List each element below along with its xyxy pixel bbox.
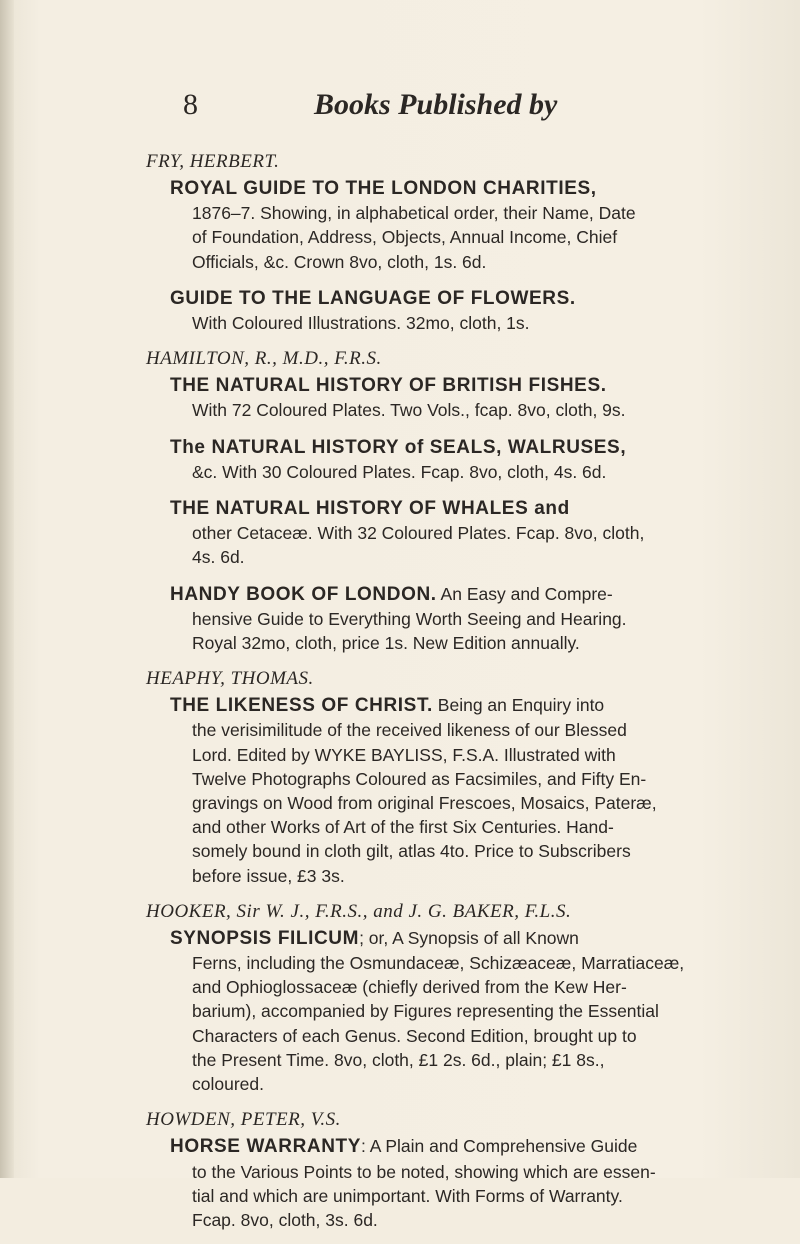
book-description-line: tial and which are unimportant. With Forms of Warranty. bbox=[192, 1185, 623, 1206]
book-title: THE LIKENESS OF CHRIST. bbox=[170, 695, 433, 717]
book-title: HORSE WARRANTY bbox=[170, 1136, 362, 1158]
book-description-line: hensive Guide to Everything Worth Seeing and Hearing. bbox=[192, 608, 627, 629]
author-name: HEAPHY, THOMAS. bbox=[146, 668, 314, 690]
book-title: GUIDE TO THE LANGUAGE OF FLOWERS. bbox=[170, 287, 576, 309]
book-title: THE NATURAL HISTORY OF WHALES and bbox=[170, 498, 570, 520]
book-entry bbox=[170, 435, 786, 484]
book-description-line: Characters of each Genus. Second Edition, brought up to bbox=[192, 1025, 637, 1046]
book-description-line: somely bound in cloth gilt, atlas 4to. Price to Subscribers bbox=[192, 841, 631, 862]
book-description-line: With 72 Coloured Plates. Two Vols., fcap. 8vo, cloth, 9s. bbox=[192, 400, 626, 421]
book-title: HANDY BOOK OF LONDON. bbox=[170, 583, 437, 605]
book-entry bbox=[170, 176, 786, 274]
book-description-line: 1876–7. Showing, in alphabetical order, their Name, Date bbox=[192, 203, 636, 224]
author-block bbox=[146, 1108, 786, 1232]
book-description-line: Twelve Photographs Coloured as Facsimiles, and Fifty En- bbox=[192, 768, 647, 789]
author-block bbox=[146, 900, 786, 1096]
book-description-line: With Coloured Illustrations. 32mo, cloth, 1s. bbox=[192, 313, 530, 334]
author-name: HOOKER, Sir W. J., F.R.S., and J. G. BAKER, F.L.S. bbox=[146, 900, 572, 922]
book-description-line: Officials, &c. Crown 8vo, cloth, 1s. 6d. bbox=[192, 251, 487, 272]
book-description-line: and Ophioglossaceæ (chiefly derived from the Kew Her- bbox=[192, 977, 627, 998]
book-entry bbox=[170, 693, 786, 888]
page-gutter bbox=[0, 0, 14, 1178]
book-description-line: coloured. bbox=[192, 1074, 264, 1095]
book-entry bbox=[170, 496, 786, 570]
book-entry bbox=[170, 582, 786, 656]
book-description-line: and other Works of Art of the first Six Centuries. Hand- bbox=[192, 817, 614, 838]
book-title: THE NATURAL HISTORY OF BRITISH FISHES. bbox=[170, 375, 607, 397]
book-description-line: the verisimilitude of the received likeness of our Blessed bbox=[192, 720, 627, 741]
book-description-start: ; or, A Synopsis of all Known bbox=[359, 927, 579, 948]
book-description-line: to the Various Points to be noted, showing which are essen- bbox=[192, 1161, 656, 1182]
book-description-line: before issue, £3 3s. bbox=[192, 865, 345, 886]
book-entry bbox=[170, 1134, 786, 1232]
book-entry bbox=[170, 926, 786, 1096]
book-entry bbox=[170, 286, 786, 335]
book-description-line: of Foundation, Address, Objects, Annual Income, Chief bbox=[192, 227, 618, 248]
book-description-start: An Easy and Compre- bbox=[436, 583, 613, 604]
book-description-line: gravings on Wood from original Frescoes, Mosaics, Pateræ, bbox=[192, 793, 657, 814]
book-title: The NATURAL HISTORY of SEALS, WALRUSES, bbox=[170, 436, 627, 458]
book-description-line: &c. With 30 Coloured Plates. Fcap. 8vo, cloth, 4s. 6d. bbox=[192, 461, 607, 482]
book-description-line: Ferns, including the Osmundaceæ, Schizæaceæ, Marratiaceæ, bbox=[192, 953, 685, 974]
catalogue-listing bbox=[146, 150, 786, 1244]
author-name: FRY, HERBERT. bbox=[146, 151, 280, 172]
running-title: Books Published by bbox=[314, 88, 558, 121]
author-block bbox=[146, 347, 786, 569]
book-description-start: Being an Enquiry into bbox=[432, 695, 605, 716]
book-description-line: Royal 32mo, cloth, price 1s. New Edition annually. bbox=[192, 633, 580, 654]
author-block bbox=[146, 150, 786, 335]
book-description-line: Fcap. 8vo, cloth, 3s. 6d. bbox=[192, 1209, 378, 1230]
page-number: 8 bbox=[183, 88, 198, 121]
author-block bbox=[146, 582, 786, 656]
book-entry bbox=[170, 373, 786, 422]
book-description-line: 4s. 6d. bbox=[192, 547, 245, 568]
book-description-line: other Cetaceæ. With 32 Coloured Plates. Fcap. 8vo, cloth, bbox=[192, 523, 645, 544]
author-block bbox=[146, 667, 786, 888]
book-description-start: : A Plain and Comprehensive Guide bbox=[361, 1136, 638, 1157]
author-name: HAMILTON, R., M.D., F.R.S. bbox=[146, 348, 382, 370]
book-description-line: barium), accompanied by Figures representing the Essential bbox=[192, 1001, 659, 1022]
book-title: SYNOPSIS FILICUM bbox=[170, 927, 360, 949]
book-title: ROYAL GUIDE TO THE LONDON CHARITIES, bbox=[170, 178, 597, 199]
book-description-line: Lord. Edited by WYKE BAYLISS, F.S.A. Illustrated with bbox=[192, 744, 616, 765]
page-header bbox=[0, 88, 800, 128]
author-name: HOWDEN, PETER, V.S. bbox=[146, 1109, 341, 1131]
book-description-line: the Present Time. 8vo, cloth, £1 2s. 6d., plain; £1 8s., bbox=[192, 1049, 605, 1070]
